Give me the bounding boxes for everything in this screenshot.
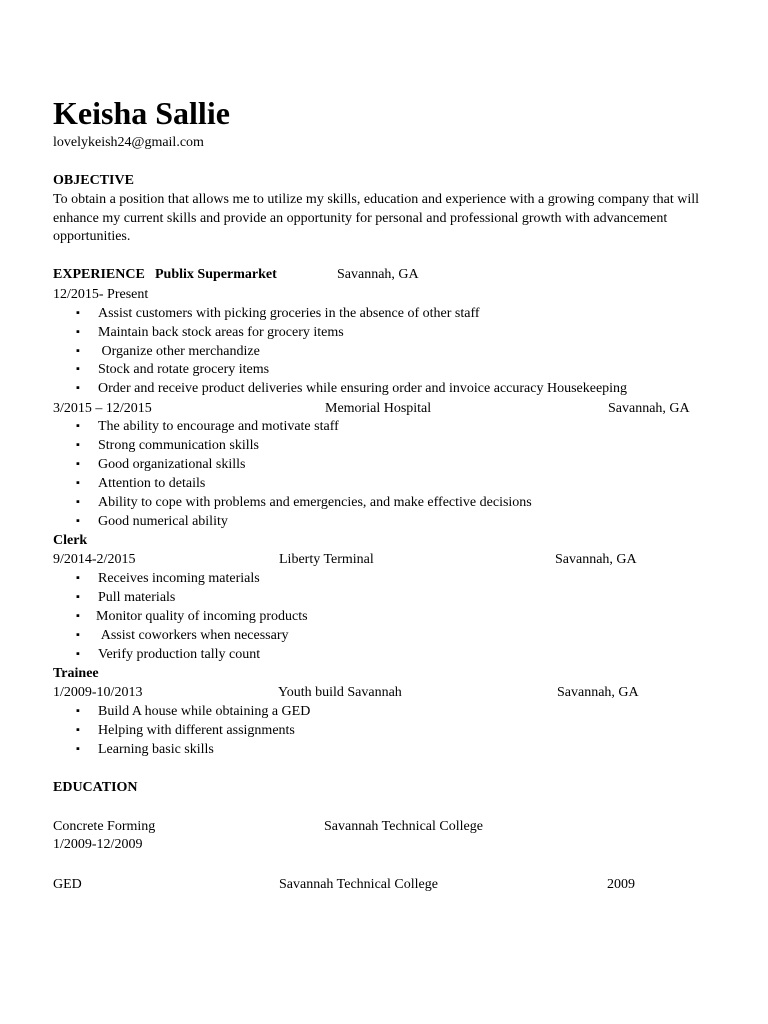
bullet-marker: ▪ <box>76 629 80 641</box>
job-employer: Publix Supermarket <box>155 267 277 282</box>
experience-heading: EXPERIENCE <box>53 267 145 282</box>
bullet-marker: ▪ <box>76 363 80 375</box>
bullet-marker: ▪ <box>76 610 80 622</box>
job-bullet: Verify production tally count <box>98 647 261 662</box>
job-bullet: Stock and rotate grocery items <box>98 362 270 377</box>
bullet-marker: ▪ <box>76 307 80 319</box>
job-bullet: Good organizational skills <box>98 457 246 472</box>
education-year: 2009 <box>607 877 635 892</box>
bullet-marker: ▪ <box>76 705 80 717</box>
bullet-marker: ▪ <box>76 420 80 432</box>
job-employer: Liberty Terminal <box>279 552 374 567</box>
job-bullet: Build A house while obtaining a GED <box>98 704 311 719</box>
job-employer: Memorial Hospital <box>325 401 432 416</box>
education-program: Concrete Forming <box>53 819 156 834</box>
education-heading: EDUCATION <box>53 780 138 795</box>
bullet-marker: ▪ <box>76 648 80 660</box>
job-title: Clerk <box>53 533 88 548</box>
email-address: lovelykeish24@gmail.com <box>53 135 204 150</box>
job-bullet: Assist customers with picking groceries in the absence of other staff <box>98 306 480 321</box>
job-bullet: Good numerical ability <box>98 514 228 529</box>
job-bullet: Learning basic skills <box>98 742 214 757</box>
job-location: Savannah, GA <box>555 552 637 567</box>
job-bullet: Attention to details <box>98 476 206 491</box>
job-bullet: Monitor quality of incoming products <box>96 609 308 624</box>
job-dates: 12/2015- Present <box>53 287 149 302</box>
bullet-marker: ▪ <box>76 572 80 584</box>
bullet-marker: ▪ <box>76 496 80 508</box>
bullet-marker: ▪ <box>76 345 80 357</box>
job-location: Savannah, GA <box>337 267 419 282</box>
job-bullet: Assist coworkers when necessary <box>98 628 289 643</box>
job-bullet: Organize other merchandize <box>98 344 260 359</box>
job-dates: 1/2009-10/2013 <box>53 685 143 700</box>
bullet-marker: ▪ <box>76 458 80 470</box>
bullet-marker: ▪ <box>76 382 80 394</box>
job-bullet: Maintain back stock areas for grocery items <box>98 325 344 340</box>
job-bullet: The ability to encourage and motivate staff <box>98 419 339 434</box>
bullet-marker: ▪ <box>76 724 80 736</box>
bullet-marker: ▪ <box>76 515 80 527</box>
bullet-marker: ▪ <box>76 439 80 451</box>
education-program: GED <box>53 877 82 892</box>
job-bullet: Strong communication skills <box>98 438 259 453</box>
job-bullet: Pull materials <box>98 590 176 605</box>
education-school: Savannah Technical College <box>324 819 483 834</box>
job-location: Savannah, GA <box>557 685 639 700</box>
job-bullet: Receives incoming materials <box>98 571 260 586</box>
job-title: Trainee <box>53 666 99 681</box>
job-bullet: Ability to cope with problems and emergencies, and make effective decisions <box>98 495 532 510</box>
job-employer: Youth build Savannah <box>278 685 402 700</box>
objective-heading: OBJECTIVE <box>53 173 134 188</box>
candidate-name: Keisha Sallie <box>53 95 230 131</box>
education-dates: 1/2009-12/2009 <box>53 837 143 852</box>
bullet-marker: ▪ <box>76 591 80 603</box>
job-location: Savannah, GA <box>608 401 690 416</box>
job-bullet: Order and receive product deliveries while ensuring order and invoice accuracy Housekeeping <box>98 381 628 396</box>
bullet-marker: ▪ <box>76 326 80 338</box>
job-dates: 9/2014-2/2015 <box>53 552 136 567</box>
objective-text: To obtain a position that allows me to utilize my skills, education and experience with a growing company that will enhance my current skills and provide an opportunity for personal and professional growth with advancement opportunities. <box>53 192 699 244</box>
job-bullet: Helping with different assignments <box>98 723 295 738</box>
bullet-marker: ▪ <box>76 743 80 755</box>
education-school: Savannah Technical College <box>279 877 438 892</box>
bullet-marker: ▪ <box>76 477 80 489</box>
job-dates: 3/2015 – 12/2015 <box>53 401 152 416</box>
